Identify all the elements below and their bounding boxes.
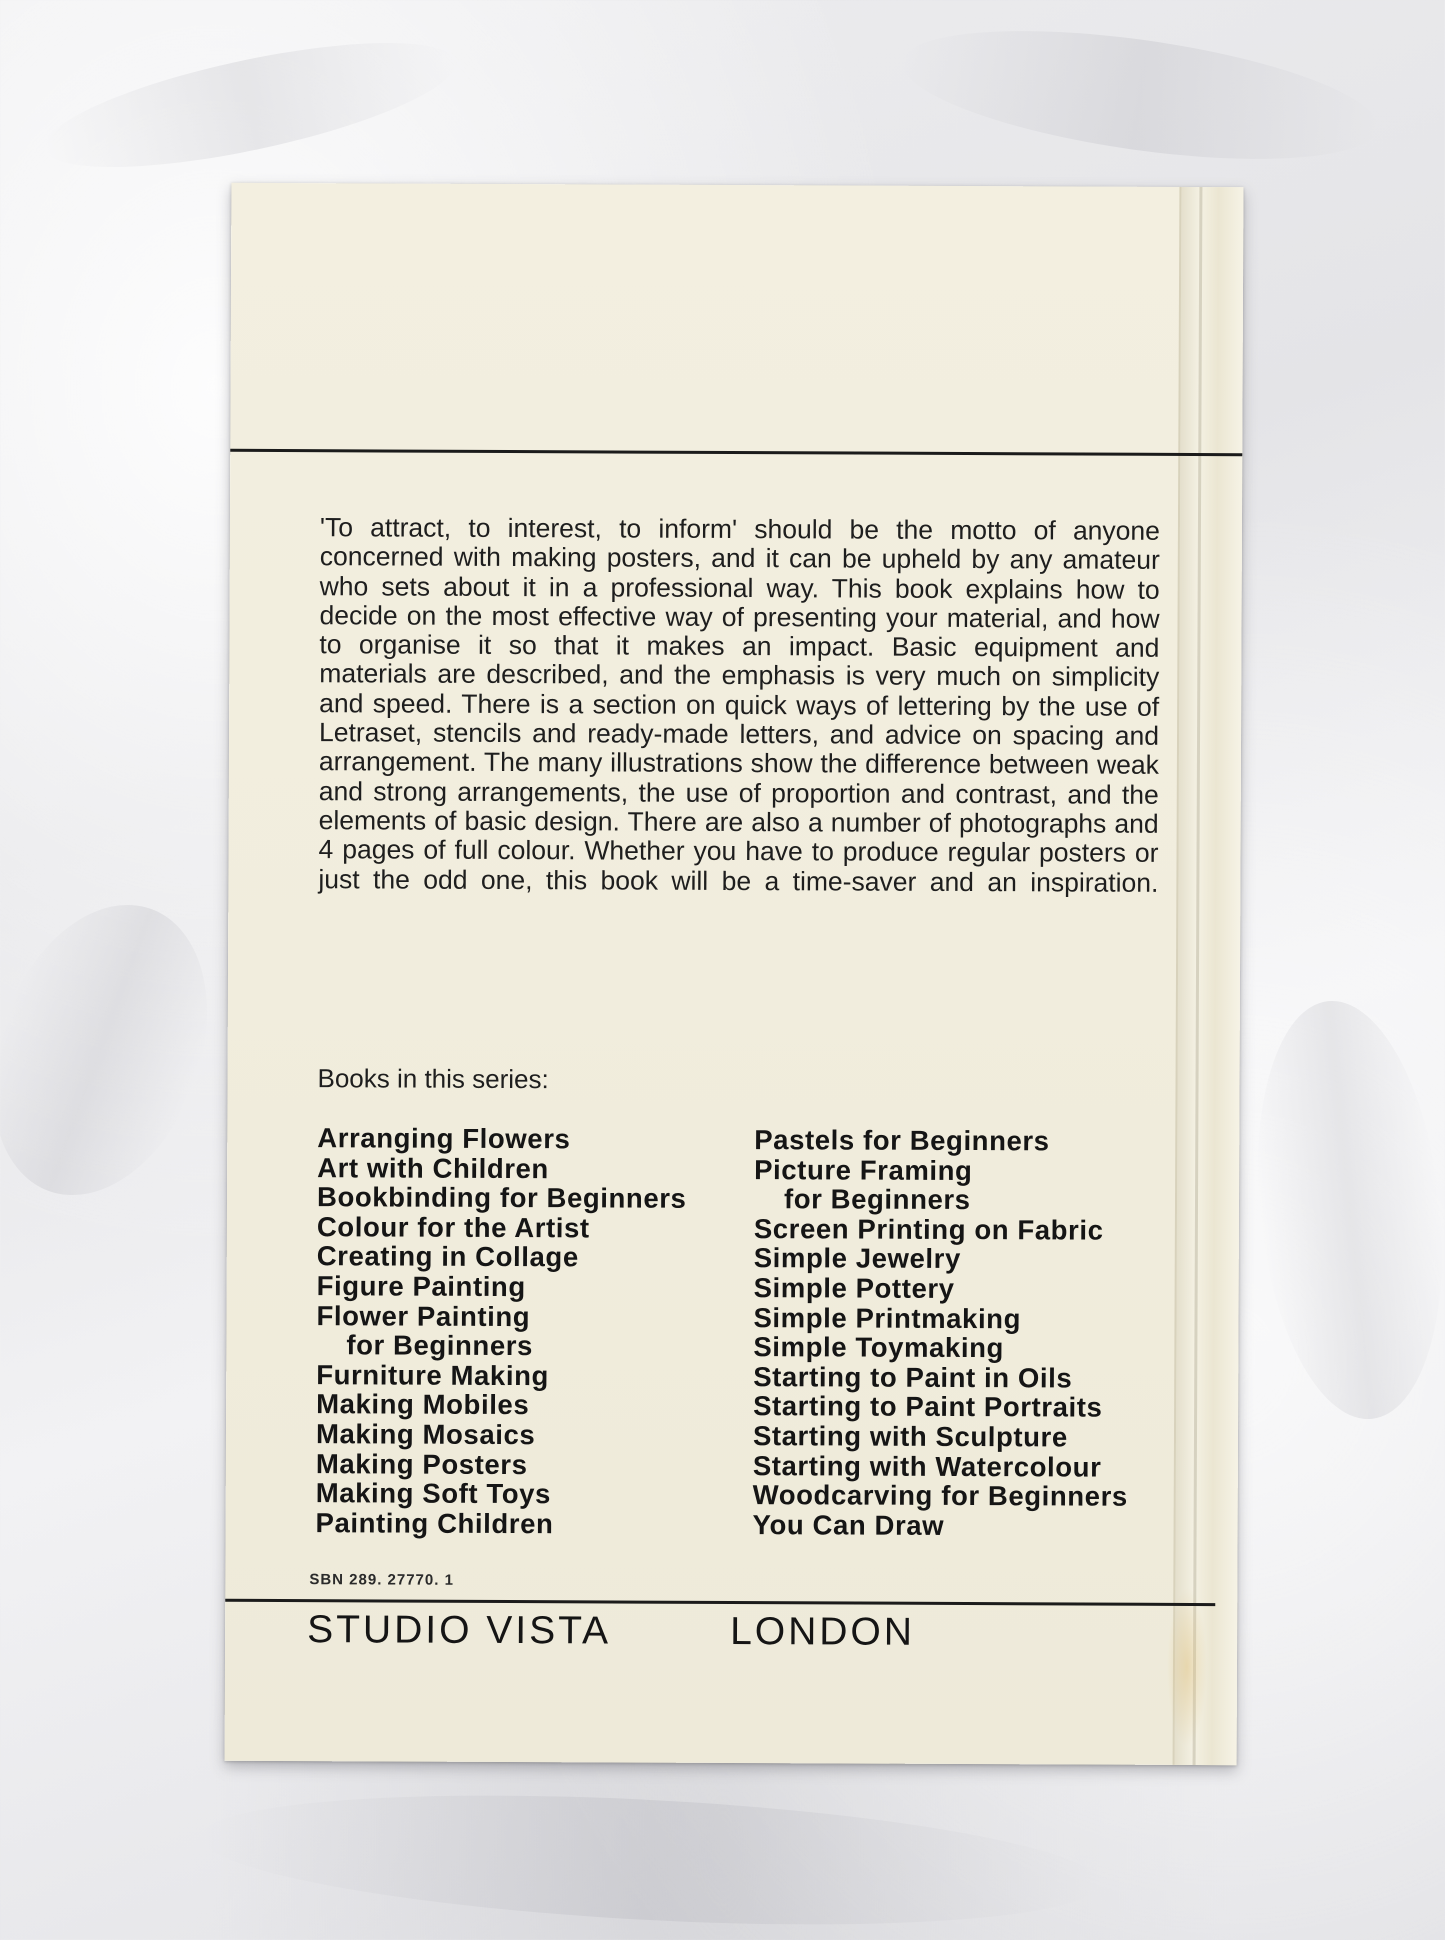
fabric-wrinkle bbox=[1239, 992, 1445, 1429]
top-rule bbox=[230, 449, 1242, 456]
spine-stain bbox=[1167, 1587, 1208, 1747]
series-title: Starting with Watercolour bbox=[752, 1449, 1102, 1483]
series-title: Furniture Making bbox=[316, 1358, 549, 1391]
book-spine bbox=[1173, 187, 1244, 1765]
series-title: Figure Painting bbox=[316, 1270, 526, 1303]
blurb-text: 'To attract, to interest, to inform' should be the motto of anyone concerned with making posters, and it can be upheld by any amateur who sets about it in a professional way. This book explains how to decide on the most effective way of presenting your material, and how to organise it so that it makes an impact. Basic equipment and materials are described, and the emphasis is very much on simplicity and speed. There is a section on quick ways of lettering by the use of Letraset, stencils and ready-made letters, and advice on spacing and arrangement. The many illustrations show the difference between weak and strong arrangements, the use of proportion and contrast, and the elements of basic design. There are also a number of photographs and 4 pages of full colour. Whether you have to produce regular posters or just the odd one, this book will be a time-saver and an inspiration. bbox=[318, 512, 1161, 898]
isbn-number: SBN 289. 27770. 1 bbox=[309, 1571, 454, 1589]
publisher-name: STUDIO VISTA bbox=[307, 1608, 612, 1653]
series-title: Bookbinding for Beginners bbox=[316, 1181, 687, 1214]
series-title: Starting to Paint in Oils bbox=[753, 1360, 1073, 1394]
series-title: You Can Draw bbox=[752, 1508, 945, 1541]
bottom-rule bbox=[225, 1599, 1215, 1606]
series-list-left bbox=[316, 1123, 687, 1539]
fabric-wrinkle bbox=[197, 1777, 1102, 1940]
spine-groove bbox=[1193, 187, 1203, 1765]
series-title: Making Mobiles bbox=[316, 1388, 530, 1421]
series-title: Picture Framing bbox=[754, 1153, 973, 1186]
series-title: Simple Jewelry bbox=[753, 1242, 961, 1275]
series-list-right bbox=[753, 1125, 1130, 1541]
series-title: Simple Toymaking bbox=[753, 1331, 1004, 1364]
series-title-continuation: for Beginners bbox=[346, 1329, 534, 1362]
series-title: Making Soft Toys bbox=[315, 1477, 552, 1510]
series-title: Simple Printmaking bbox=[753, 1301, 1022, 1334]
series-heading: Books in this series: bbox=[317, 1063, 549, 1095]
series-title: Simple Pottery bbox=[753, 1272, 955, 1304]
book-back-cover bbox=[225, 183, 1244, 1765]
series-title-continuation: for Beginners bbox=[783, 1183, 971, 1216]
fabric-wrinkle bbox=[895, 7, 1386, 183]
series-title: Arranging Flowers bbox=[317, 1122, 571, 1155]
fabric-wrinkle bbox=[35, 17, 465, 192]
series-title: Starting with Sculpture bbox=[752, 1420, 1068, 1453]
series-title: Starting to Paint Portraits bbox=[753, 1390, 1103, 1423]
series-title: Pastels for Beginners bbox=[754, 1124, 1050, 1157]
series-title: Making Posters bbox=[315, 1447, 528, 1480]
series-title: Flower Painting bbox=[316, 1299, 531, 1332]
series-title: Creating in Collage bbox=[316, 1240, 579, 1273]
series-title: Painting Children bbox=[315, 1506, 554, 1539]
fabric-wrinkle bbox=[0, 875, 245, 1225]
publisher-city: LONDON bbox=[730, 1609, 916, 1654]
series-title: Colour for the Artist bbox=[316, 1210, 590, 1244]
series-title: Making Mosaics bbox=[315, 1418, 536, 1451]
series-title: Woodcarving for Beginners bbox=[752, 1479, 1128, 1512]
series-title: Screen Printing on Fabric bbox=[753, 1212, 1104, 1246]
series-title: Art with Children bbox=[317, 1151, 549, 1184]
